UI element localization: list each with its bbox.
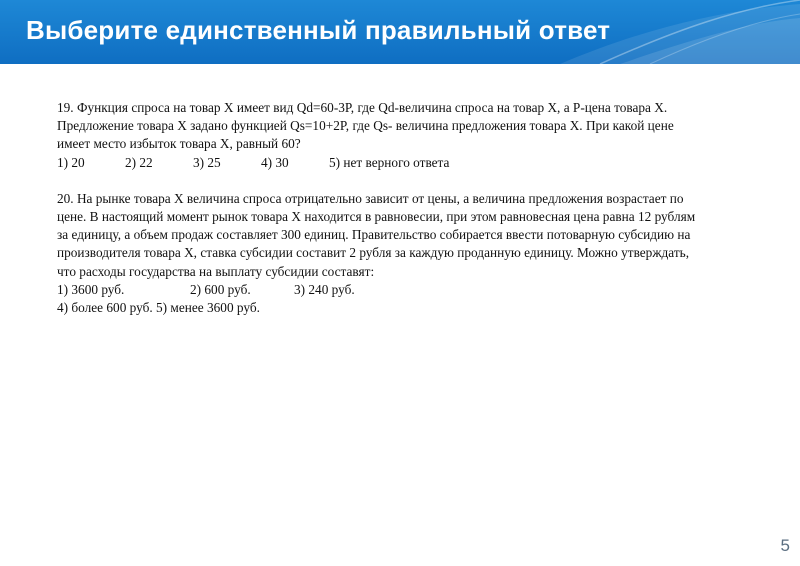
answer-option: 2) 22 bbox=[125, 154, 153, 170]
answer-option: 3) 240 руб. bbox=[294, 281, 355, 297]
answer-option: 1) 20 bbox=[57, 154, 85, 170]
question-text-line: что расходы государства на выплату субсидии составят: bbox=[57, 263, 375, 279]
answer-options bbox=[57, 281, 757, 299]
question-text-line: за единицу, а объем продаж составляет 300 единиц. Правительство собирается ввести потоварную субсидию на bbox=[57, 227, 691, 243]
answer-option: 4) 30 bbox=[261, 154, 289, 170]
answer-option: 5) нет верного ответа bbox=[329, 154, 450, 170]
answer-option: 3) 25 bbox=[193, 154, 221, 170]
answer-option: 1) 3600 руб. bbox=[57, 281, 125, 297]
question-text-line: производителя товара Х, ставка субсидии составит 2 рубля за каждую проданную единицу. Можно утверждать, bbox=[57, 245, 690, 261]
page-number: 5 bbox=[780, 536, 790, 555]
question-20 bbox=[57, 190, 757, 317]
question-text-line: имеет место избыток товара Х, равный 60? bbox=[57, 136, 301, 152]
slide-title: Выберите единственный правильный ответ bbox=[26, 15, 611, 45]
answer-options bbox=[57, 154, 757, 172]
slide-content bbox=[57, 99, 757, 317]
slide-header bbox=[0, 0, 800, 64]
answer-option: 2) 600 руб. bbox=[190, 281, 251, 297]
question-text-line: Предложение товара Х задано функцией Qs=10+2P, где Qs- величина предложения товара Х. При какой цене bbox=[57, 118, 674, 134]
answer-options: 4) более 600 руб. 5) менее 3600 руб. bbox=[57, 300, 260, 316]
question-19 bbox=[57, 99, 757, 172]
question-text-line: 19. Функция спроса на товар Х имеет вид Qd=60-3P, где Qd-величина спроса на товар Х, а Р-цена товара Х. bbox=[57, 100, 668, 115]
question-text-line: 20. На рынке товара Х величина спроса отрицательно зависит от цены, а величина предложения возрастает по bbox=[57, 190, 684, 206]
question-text-line: цене. В настоящий момент рынок товара Х находится в равновесии, при этом равновесная цена равна 12 рублям bbox=[57, 209, 696, 225]
